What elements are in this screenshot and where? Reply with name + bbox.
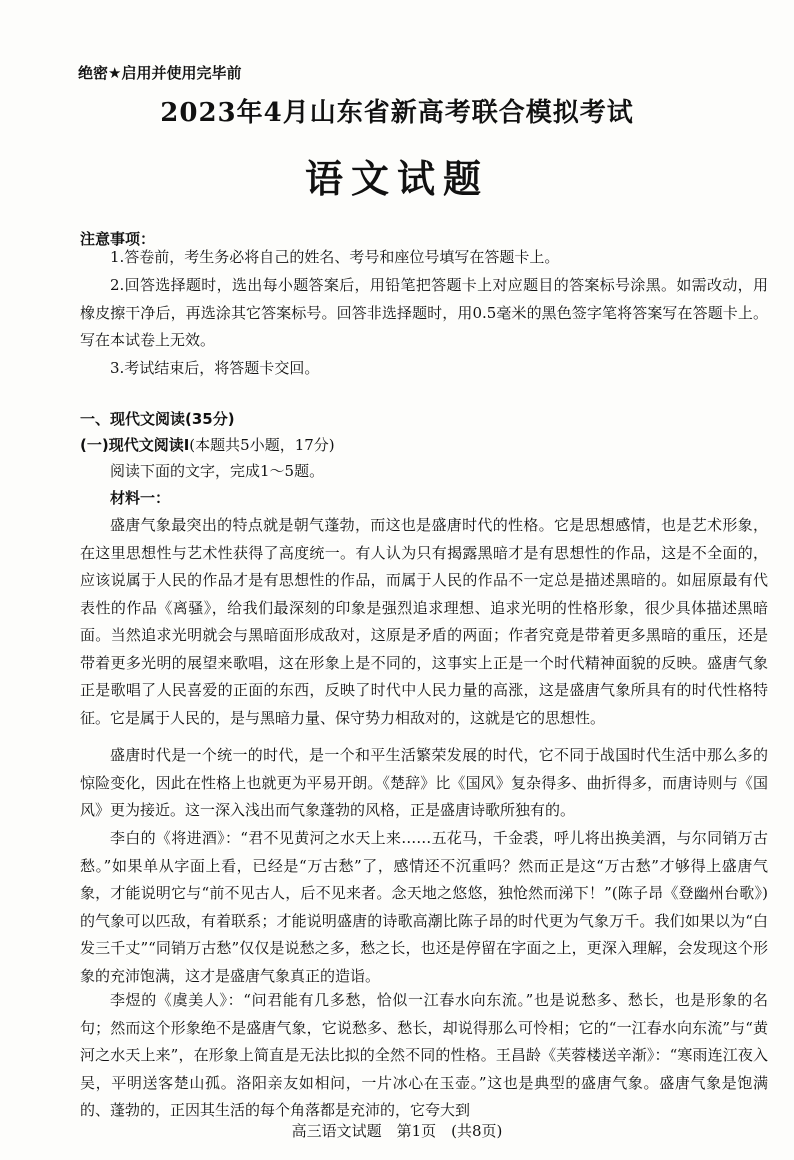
- sub-section-note: (本题共5小题，17分): [189, 436, 335, 454]
- notice-item: 3.考试结束后，将答题卡交回。: [110, 359, 320, 377]
- notice-heading: 注意事项：: [80, 230, 156, 248]
- section-title: 一、现代文阅读(35分): [80, 410, 235, 428]
- instruction: 阅读下面的文字，完成1～5题。: [110, 462, 325, 480]
- confidential-label: 绝密★启用并使用完毕前: [78, 64, 242, 82]
- page-footer: 高三语文试题 第1页 (共8页): [291, 1122, 503, 1140]
- sub-section-name: (一)现代文阅读Ⅰ: [80, 436, 190, 454]
- body-paragraph: 盛唐时代是一个统一的时代，是一个和平生活繁荣发展的时代，它不同于战国时代生活中那么多的惊险变化，因此在性格上也就更为平易开朗。《楚辞》比《国风》复杂得多、曲折得多，而唐诗则与《国风》更为接近。这一深入浅出而气象蓬勃的风格，正是盛唐诗歌所独有的。: [80, 746, 768, 819]
- body-paragraph: 盛唐气象最突出的特点就是朝气蓬勃，而这也是盛唐时代的性格。它是思想感情，也是艺术形象，在这里思想性与艺术性获得了高度统一。有人认为只有揭露黑暗才是有思想性的作品，这是不全面的，应该说属于人民的作品才是有思想性的作品，而属于人民的作品不一定总是描述黑暗的。如屈原最有代表性的作品《离骚》，给我们最深刻的印象是强烈追求理想、追求光明的性格形象，很少具体描述黑暗面。当然追求光明就会与黑暗面形成敌对，这原是矛盾的两面；作者究竟是带着更多黑暗的重压，还是带着更多光明的展望来歌唱，这在形象上是不同的，这事实上正是一个时代精神面貌的反映。盛唐气象正是歌唱了人民喜爱的正面的东西，反映了时代中人民力量的高涨，这是盛唐气象所具有的时代性格特征。它是属于人民的，是与黑暗力量、保守势力相敌对的，这就是它的思想性。: [80, 516, 768, 727]
- notice-item: 2.回答选择题时，选出每小题答案后，用铅笔把答题卡上对应题目的答案标号涂黑。如需改动，用橡皮擦干净后，再选涂其它答案标号。回答非选择题时，用0.5毫米的黑色签字笔将答案写在答题卡上。写在本试卷上无效。: [80, 276, 768, 349]
- sub-section-title: [80, 434, 335, 455]
- body-paragraph: 李煜的《虞美人》：“问君能有几多愁，恰似一江春水向东流。”也是说愁多、愁长，也是形象的名句；然而这个形象绝不是盛唐气象，它说愁多、愁长，却说得那么可怜相；它的“一江春水向东流”与“黄河之水天上来”，在形象上简直是无法比拟的全然不同的性格。王昌龄《芙蓉楼送辛渐》：“寒雨连江夜入吴，平明送客楚山孤。洛阳亲友如相问，一片冰心在玉壶。”这也是典型的盛唐气象。盛唐气象是饱满的、蓬勃的，正因其生活的每个角落都是充沛的，它夸大到: [80, 991, 768, 1119]
- notice-item: 1.答卷前，考生务必将自己的姓名、考号和座位号填写在答题卡上。: [110, 248, 560, 266]
- exam-title: 2023年4月山东省新高考联合模拟考试: [160, 98, 634, 128]
- material-label: 材料一：: [110, 489, 171, 507]
- body-paragraph: 李白的《将进酒》：“君不见黄河之水天上来……五花马，千金裘，呼儿将出换美酒，与尔同销万古愁。”如果单从字面上看，已经是“万古愁”了，感情还不沉重吗？然而正是这“万古愁”才够得上盛唐气象，才能说明它与“前不见古人，后不见来者。念天地之悠悠，独怆然而涕下！”(陈子昂《登幽州台歌》)的气象可以匹敌，有着联系；才能说明盛唐的诗歌高潮比陈子昂的时代更为气象万千。我们如果以为“白发三千丈”“同销万古愁”仅仅是说愁之多，愁之长，也还是停留在字面之上，更深入理解，会发现这个形象的充沛饱满，这才是盛唐气象真正的造诣。: [80, 829, 768, 985]
- subject-title: 语文试题: [304, 156, 489, 201]
